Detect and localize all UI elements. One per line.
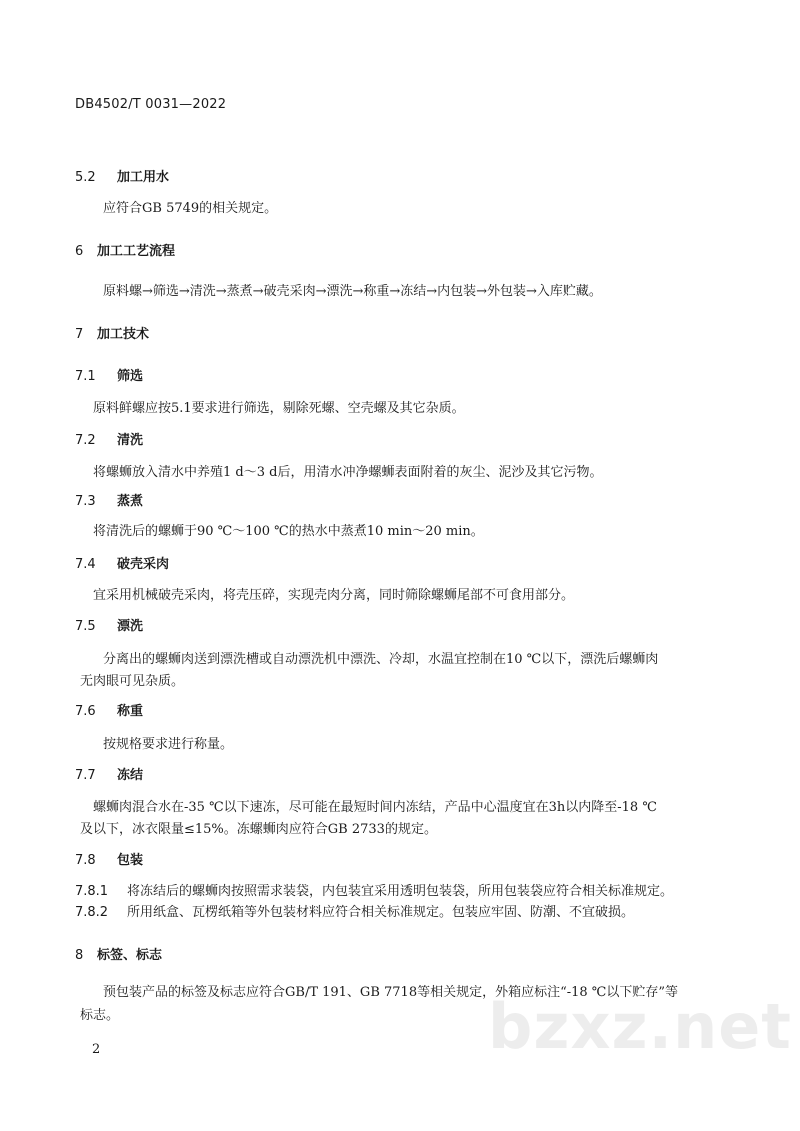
section-number: 7.6	[75, 704, 96, 719]
section-6-heading	[75, 240, 175, 259]
section-title: 加工用水	[117, 170, 170, 185]
section-number: 7.8.2	[75, 905, 109, 920]
document-code: DB4502/T 0031—2022	[75, 97, 227, 112]
process-flow: 原料螺→筛选→清洗→蒸煮→破壳采肉→漂洗→称重→冻结→内包装→外包装→入库贮藏。	[103, 284, 602, 299]
section-7-8-1-body: 将冻结后的螺蛳肉按照需求装袋，内包装宜采用透明包装袋，所用包装袋应符合相关标准规定。	[127, 884, 674, 899]
section-7-1-heading	[75, 365, 143, 384]
section-7-8-2	[75, 901, 634, 920]
section-7-7-body-line2: 及以下，冰衣限量≤15%。冻螺蛳肉应符合GB 2733的规定。	[80, 822, 437, 837]
section-number: 7.1	[75, 369, 96, 384]
section-7-4-heading	[75, 553, 169, 572]
section-title: 蒸煮	[117, 494, 144, 509]
section-8-body-line2: 标志。	[80, 1008, 120, 1023]
section-title: 筛选	[117, 369, 144, 384]
section-7-5-heading	[75, 615, 143, 634]
section-title: 包装	[117, 853, 144, 868]
section-7-8-2-body: 所用纸盒、瓦楞纸箱等外包装材料应符合相关标准规定。包装应牢固、防潮、不宜破损。	[127, 905, 635, 920]
section-number: 5.2	[75, 170, 96, 185]
section-7-2-body: 将螺蛳放入清水中养殖1 d～3 d后，用清水冲净螺蛳表面附着的灰尘、泥沙及其它污物。	[93, 465, 603, 480]
section-title: 标签、标志	[97, 948, 163, 963]
section-number: 7.8.1	[75, 884, 109, 899]
section-title: 冻结	[117, 768, 144, 783]
section-7-8-heading	[75, 849, 143, 868]
section-8-body-line1: 预包装产品的标签及标志应符合GB/T 191、GB 7718等相关规定，外箱应标注“-18 ℃以下贮存”等	[103, 985, 678, 1000]
section-title: 清洗	[117, 433, 144, 448]
watermark: bzxz.net	[488, 990, 792, 1063]
section-number: 8	[75, 948, 84, 963]
section-number: 7.4	[75, 557, 96, 572]
section-5-2-body: 应符合GB 5749的相关规定。	[103, 201, 278, 216]
section-7-6-heading	[75, 700, 143, 719]
section-number: 7	[75, 327, 84, 342]
section-5-2-heading	[75, 166, 169, 185]
section-number: 7.3	[75, 494, 96, 509]
page-number: 2	[92, 1042, 101, 1057]
section-7-7-heading	[75, 764, 143, 783]
section-title: 加工工艺流程	[97, 244, 176, 259]
section-title: 称重	[117, 704, 144, 719]
section-number: 6	[75, 244, 84, 259]
section-number: 7.8	[75, 853, 96, 868]
section-number: 7.5	[75, 619, 96, 634]
section-7-heading	[75, 323, 149, 342]
section-7-3-body: 将清洗后的螺蛳于90 ℃～100 ℃的热水中蒸煮10 min～20 min。	[93, 524, 484, 539]
section-title: 加工技术	[97, 327, 150, 342]
section-7-5-body-line1: 分离出的螺蛳肉送到漂洗槽或自动漂洗机中漂洗、冷却，水温宜控制在10 ℃以下，漂洗后螺蛳肉	[103, 652, 659, 667]
section-7-3-heading	[75, 490, 143, 509]
section-number: 7.7	[75, 768, 96, 783]
section-7-2-heading	[75, 429, 143, 448]
section-7-5-body-line2: 无肉眼可见杂质。	[80, 674, 185, 689]
section-7-4-body: 宜采用机械破壳采肉，将壳压碎，实现壳肉分离，同时筛除螺蛳尾部不可食用部分。	[93, 588, 575, 603]
section-7-8-1	[75, 880, 673, 899]
section-title: 破壳采肉	[117, 557, 170, 572]
section-number: 7.2	[75, 433, 96, 448]
section-7-6-body: 按规格要求进行称量。	[103, 737, 234, 752]
section-7-1-body: 原料鲜螺应按5.1要求进行筛选，剔除死螺、空壳螺及其它杂质。	[93, 401, 465, 416]
section-title: 漂洗	[117, 619, 144, 634]
section-8-heading	[75, 944, 162, 963]
section-7-7-body-line1: 螺蛳肉混合水在-35 ℃以下速冻，尽可能在最短时间内冻结，产品中心温度宜在3h以内降至-18 ℃	[93, 800, 657, 815]
